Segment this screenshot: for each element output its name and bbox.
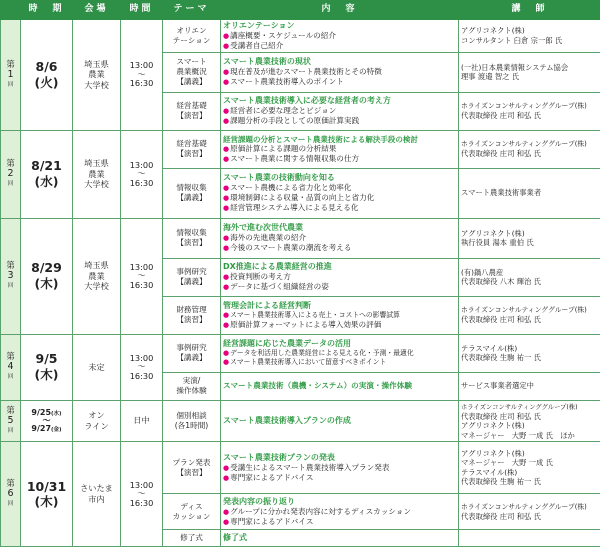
table-row <box>1 334 600 372</box>
round-cell: 第 6 回 <box>1 442 21 547</box>
date-cell: 8/21 (水) <box>21 130 73 218</box>
lecturer-cell: テラスマイル(株) 代表取締役 生駒 祐一 氏 <box>459 334 600 372</box>
content-cell: スマート農業技術（農機・システム）の実演・操作体験 <box>221 372 459 400</box>
venue-cell: 埼玉県 農業 大学校 <box>73 218 121 334</box>
content-cell: スマート農業技術導入プランの作成 <box>221 400 459 442</box>
round-cell: 第 5 回 <box>1 400 21 442</box>
time-cell: 13:00 〜 16:30 <box>121 334 163 400</box>
theme-cell: 事例研究 【講義】 <box>163 334 221 372</box>
lecturer-cell: アグリコネクト(株) マネージャー 大野 一成 氏 テラスマイル(株) 代表取締役 生駒 祐一 氏 <box>459 442 600 494</box>
content-cell: オリエンテーション ● 講座概要・スケジュールの紹介 ● 受講者自己紹介 <box>221 20 459 53</box>
theme-cell: 経営基礎 【演習】 <box>163 92 221 130</box>
time-cell: 13:00 〜 16:30 <box>121 20 163 131</box>
header-round <box>1 1 21 20</box>
venue-cell: さいたま 市内 <box>73 442 121 547</box>
content-cell: DX推進による農業経営の推進 ● 投資判断の考え方 ● データに基づく組織経営の姿 <box>221 258 459 296</box>
round-cell: 第 2 回 <box>1 130 21 218</box>
content-cell: 修了式 <box>221 530 459 547</box>
header-theme: テーマ <box>163 1 221 20</box>
lecturer-cell <box>459 530 600 547</box>
header-row <box>1 1 600 20</box>
content-cell: スマート農業技術導入に必要な経営者の考え方 ● 経営者に必要な理念とビジョン ● 課題分析の手段としての原価計算実践 <box>221 92 459 130</box>
theme-cell: 実演/ 操作体験 <box>163 372 221 400</box>
header-lecturer: 講 師 <box>459 1 600 20</box>
date-cell: 8/6 (火) <box>21 20 73 131</box>
table-row <box>1 130 600 168</box>
theme-cell: 財務管理 【演習】 <box>163 296 221 334</box>
date-cell: 9/5 (木) <box>21 334 73 400</box>
theme-cell: 経営基礎 【演習】 <box>163 130 221 168</box>
date-cell: 8/29 (木) <box>21 218 73 334</box>
date-cell: 9/25(水) 〜 9/27(金) <box>21 400 73 442</box>
content-cell: 管理会計による経営判断 ● スマート農業技術導入による売上・コストへの影響試算 ● 原価計算フォーマットによる導入効果の評価 <box>221 296 459 334</box>
content-cell: スマート農業の技術動向を知る ● スマート農機による省力化と効率化 ● 環境制御による収量・品質の向上と省力化 ● 経営管理システム導入による見える化 <box>221 168 459 218</box>
lecturer-cell: スマート農業技術事業者 <box>459 168 600 218</box>
theme-cell: ディス カッション <box>163 494 221 530</box>
theme-cell: 事例研究 【講義】 <box>163 258 221 296</box>
table-row <box>1 20 600 53</box>
time-cell: 13:00 〜 16:30 <box>121 130 163 218</box>
round-cell: 第 1 回 <box>1 20 21 131</box>
lecturer-cell: ホライズンコンサルティンググループ(株) 代表取締役 庄司 和弘 氏 <box>459 494 600 530</box>
lecturer-cell: ホライズンコンサルティンググループ(株) 代表取締役 庄司 和弘 氏 <box>459 92 600 130</box>
header-date: 時 期 <box>21 1 73 20</box>
lecturer-cell: (一社)日本農業情報システム協会 理事 渡邉 智之 氏 <box>459 52 600 92</box>
content-cell: 経営課題に応じた農業データの活用 ● データを利活用した農業経営による見える化・予測・最適化 ● スマート農業技術導入において留意すべきポイント <box>221 334 459 372</box>
content-cell: 海外で進む次世代農業 ● 海外の先進農業の紹介 ● 今後のスマート農業の潮流を考える <box>221 218 459 258</box>
content-cell: 発表内容の振り返り ● グループに分かれ発表内容に対するディスカッション ● 専門家によるアドバイス <box>221 494 459 530</box>
theme-cell: 個別相談 (各1時間) <box>163 400 221 442</box>
round-cell: 第 3 回 <box>1 218 21 334</box>
lecturer-cell: ホライズンコンサルティンググループ(株) 代表取締役 庄司 和弘 氏 <box>459 296 600 334</box>
lecturer-cell: アグリコネクト(株) コンサルタント 臼倉 宗一郎 氏 <box>459 20 600 53</box>
content-cell: スマート農業技術の現状 ● 現在普及が進むスマート農業技術とその特徴 ● スマート農業技術導入のポイント <box>221 52 459 92</box>
header-content: 内 容 <box>221 1 459 20</box>
venue-cell: 未定 <box>73 334 121 400</box>
theme-cell: スマート 農業概況 【講義】 <box>163 52 221 92</box>
time-cell: 13:00 〜 16:30 <box>121 442 163 547</box>
lecturer-cell: ホライズンコンサルティンググループ(株) 代表取締役 庄司 和弘 氏 <box>459 130 600 168</box>
header-time: 時間 <box>121 1 163 20</box>
theme-cell: 情報収集 【演習】 <box>163 218 221 258</box>
lecturer-cell: アグリコネクト(株) 執行役員 湯本 重伯 氏 <box>459 218 600 258</box>
lecturer-cell: ホライズンコンサルティンググループ(株) 代表取締役 庄司 和弘 氏 アグリコネクト(株) マネージャー 大野 一成 氏 ほか <box>459 400 600 442</box>
venue-cell: オン ライン <box>73 400 121 442</box>
header-venue: 会場 <box>73 1 121 20</box>
venue-cell: 埼玉県 農業 大学校 <box>73 130 121 218</box>
time-cell: 日中 <box>121 400 163 442</box>
date-cell: 10/31 (木) <box>21 442 73 547</box>
table-row <box>1 442 600 494</box>
theme-cell: 情報収集 【講義】 <box>163 168 221 218</box>
lecturer-cell: (有)鍋八農産 代表取締役 八木 輝治 氏 <box>459 258 600 296</box>
time-cell: 13:00 〜 16:30 <box>121 218 163 334</box>
lecturer-cell: サービス事業者選定中 <box>459 372 600 400</box>
content-cell: スマート農業技術プランの発表 ● 受講生によるスマート農業技術導入プラン発表 ● 専門家によるアドバイス <box>221 442 459 494</box>
round-cell: 第 4 回 <box>1 334 21 400</box>
theme-cell: プラン発表 【演習】 <box>163 442 221 494</box>
theme-cell: 修了式 <box>163 530 221 547</box>
table-row <box>1 218 600 258</box>
table-row <box>1 400 600 442</box>
venue-cell: 埼玉県 農業 大学校 <box>73 20 121 131</box>
content-cell: 経営課題の分析とスマート農業技術による解決手段の検討 ● 原価計算による課題の分析結果 ● スマート農業に関する情報収集の仕方 <box>221 130 459 168</box>
theme-cell: オリエン テーション <box>163 20 221 53</box>
